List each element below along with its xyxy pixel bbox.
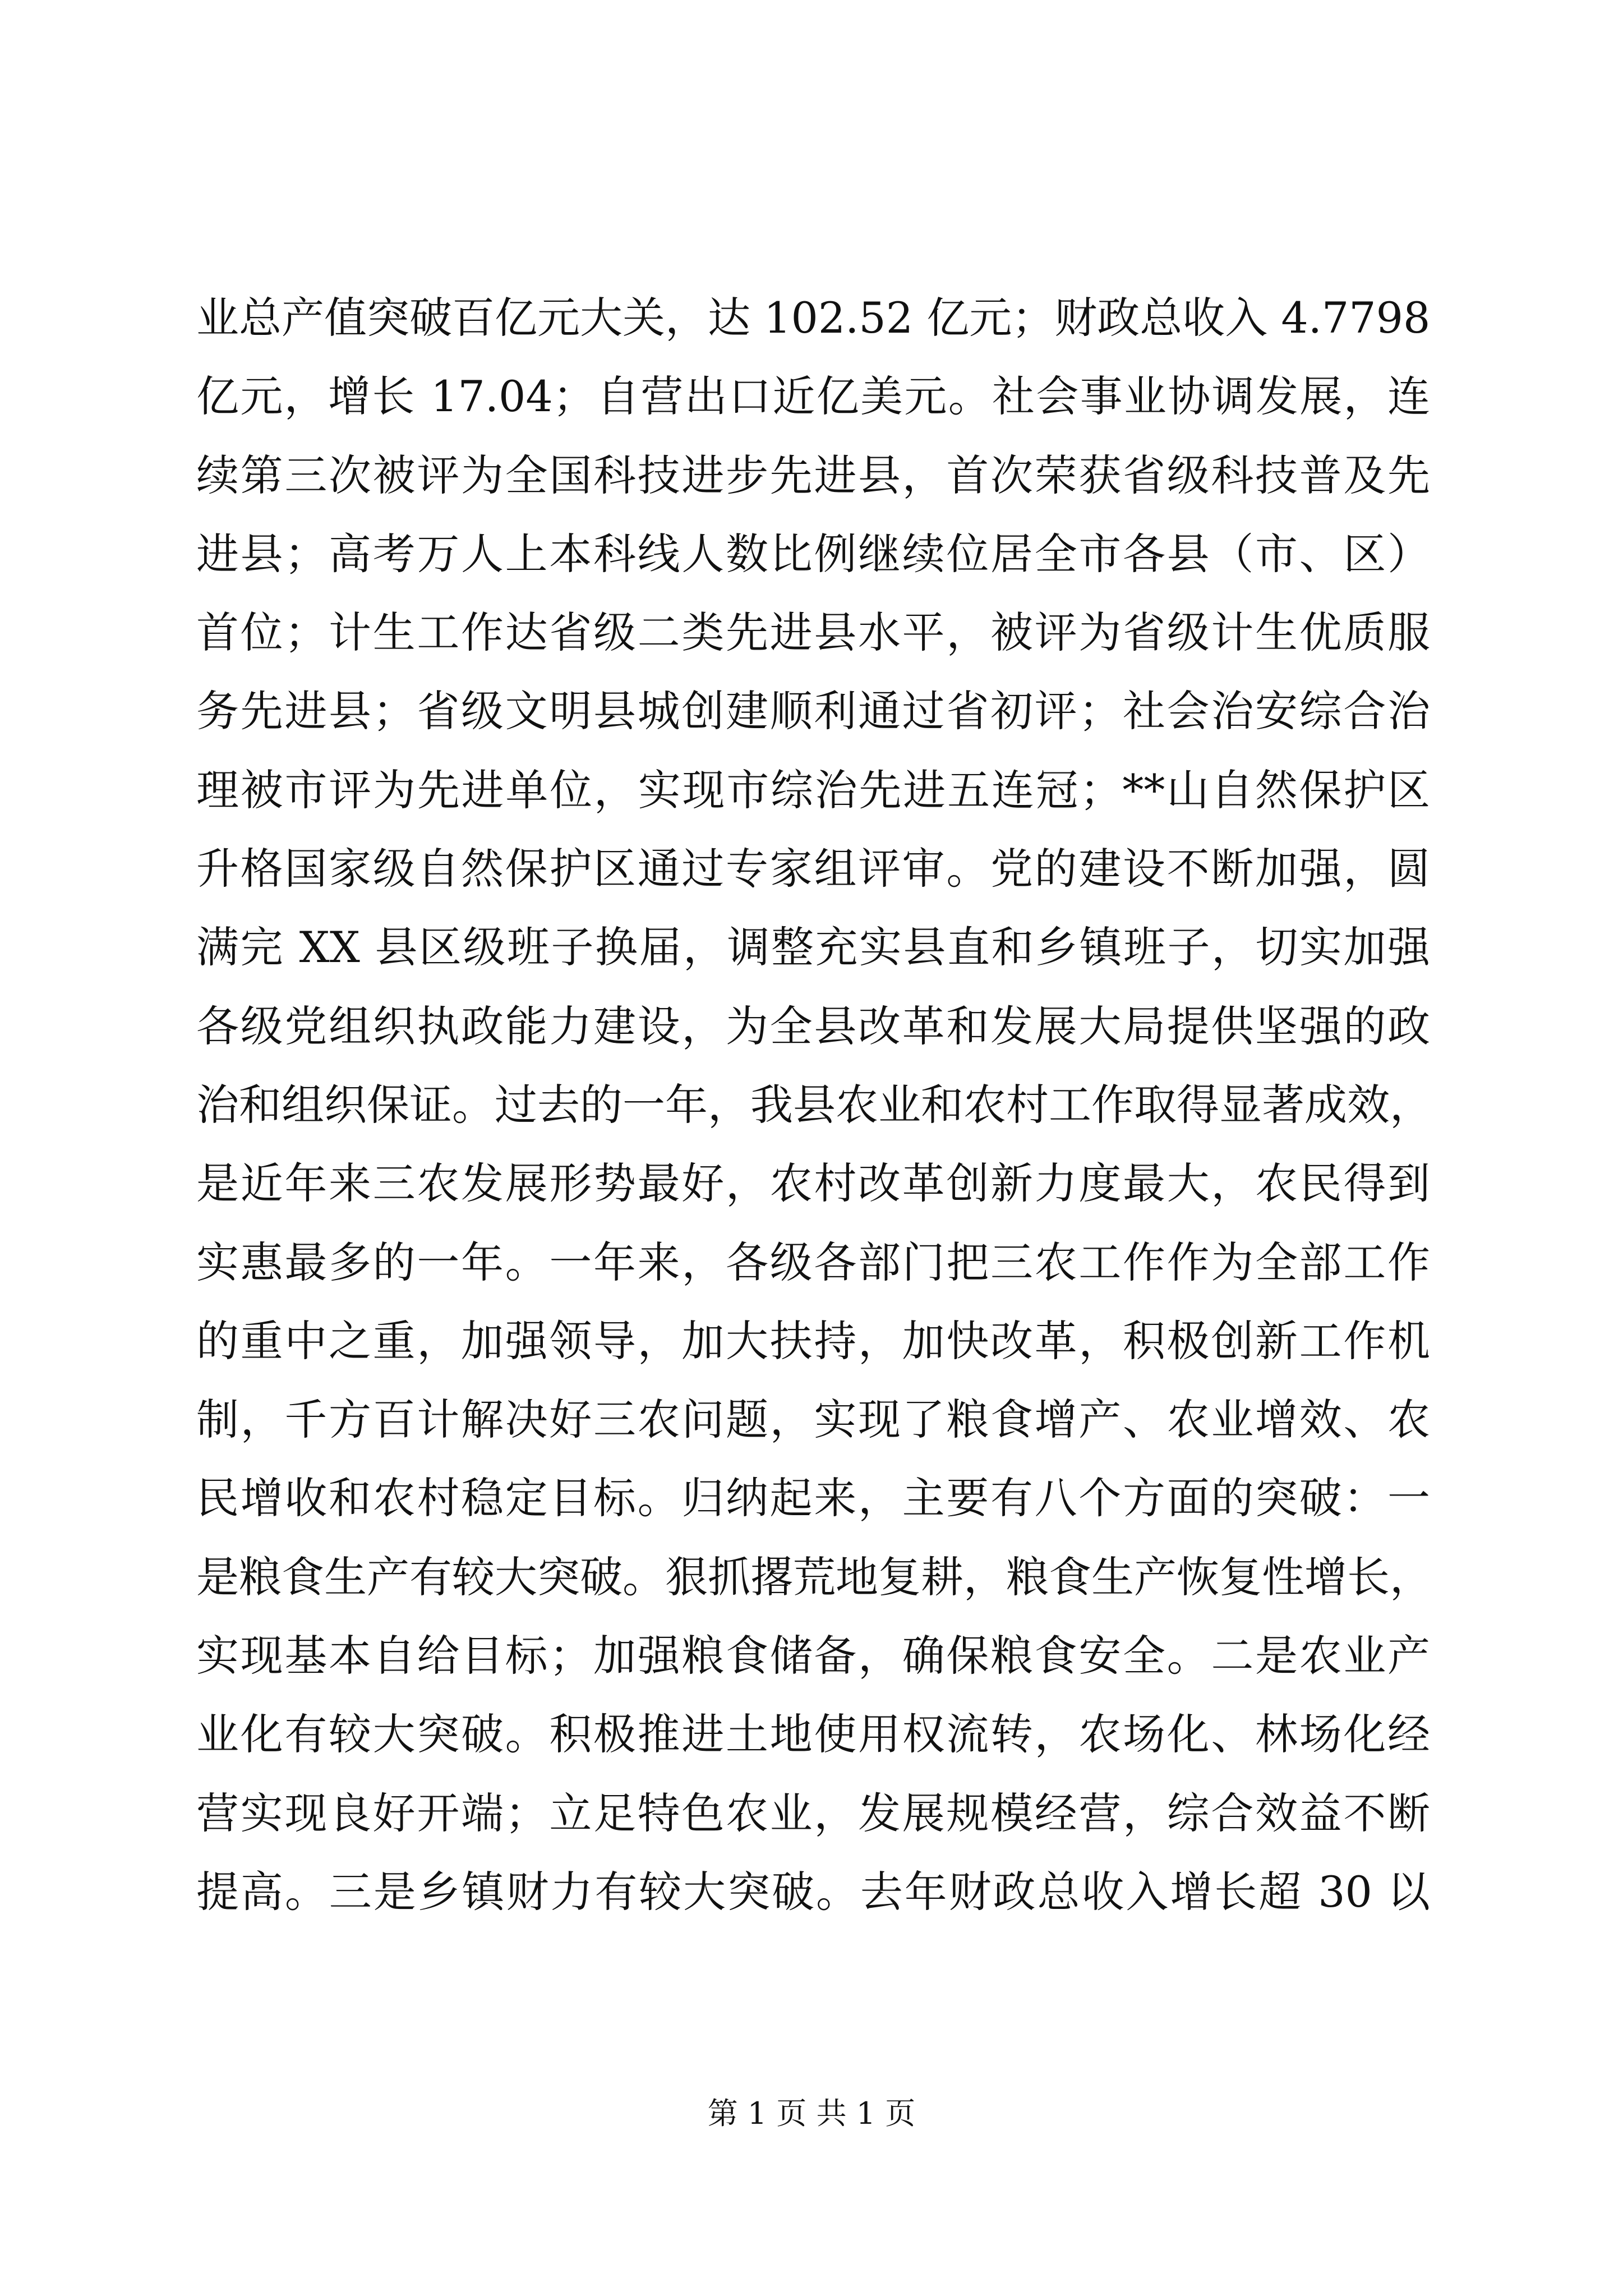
text-line: 治和组织保证。过去的一年，我县农业和农村工作取得显著成效，	[196, 1079, 1432, 1130]
text-line: 民增收和农村稳定目标。归纳起来，主要有八个方面的突破：一	[196, 1473, 1430, 1524]
text-line: 各级党组织执政能力建设，为全县改革和发展大局提供坚强的政	[196, 1001, 1430, 1051]
document-body	[196, 279, 1430, 1931]
text-line: 首位；计生工作达省级二类先进县水平，被评为省级计生优质服	[196, 608, 1430, 658]
text-line: 务先进县；省级文明县城创建顺利通过省初评；社会治安综合治	[196, 686, 1430, 737]
text-line: 满完 XX 县区级班子换届，调整充实县直和乡镇班子，切实加强	[196, 922, 1430, 973]
text-line: 亿元，增长 17.04；自营出口近亿美元。社会事业协调发展，连	[196, 371, 1430, 422]
text-line: 是近年来三农发展形势最好，农村改革创新力度最大，农民得到	[196, 1158, 1430, 1209]
text-line: 进县；高考万人上本科线人数比例继续位居全市各县（市、区）	[196, 528, 1430, 579]
text-line: 实现基本自给目标；加强粮食储备，确保粮食安全。二是农业产	[196, 1631, 1430, 1681]
text-line: 是粮食生产有较大突破。狠抓撂荒地复耕，粮食生产恢复性增长，	[196, 1552, 1432, 1602]
text-line: 的重中之重，加强领导，加大扶持，加快改革，积极创新工作机	[196, 1315, 1430, 1366]
text-line: 提高。三是乡镇财力有较大突破。去年财政总收入增长超 30 以	[196, 1866, 1430, 1917]
text-line: 营实现良好开端；立足特色农业，发展规模经营，综合效益不断	[196, 1788, 1430, 1838]
text-line: 业化有较大突破。积极推进土地使用权流转，农场化、林场化经	[196, 1709, 1430, 1760]
text-line: 实惠最多的一年。一年来，各级各部门把三农工作作为全部工作	[196, 1237, 1430, 1287]
text-line: 续第三次被评为全国科技进步先进县，首次荣获省级科技普及先	[196, 450, 1430, 500]
text-line: 制，千方百计解决好三农问题，实现了粮食增产、农业增效、农	[196, 1395, 1430, 1445]
text-line: 理被市评为先进单位，实现市综治先进五连冠；**山自然保护区	[196, 765, 1430, 815]
text-line: 业总产值突破百亿元大关，达 102.52 亿元；财政总收入 4.7798	[196, 293, 1431, 343]
text-line: 升格国家级自然保护区通过专家组评审。党的建设不断加强，圆	[196, 844, 1430, 894]
page-number-footer: 第 1 页 共 1 页	[707, 2096, 916, 2131]
